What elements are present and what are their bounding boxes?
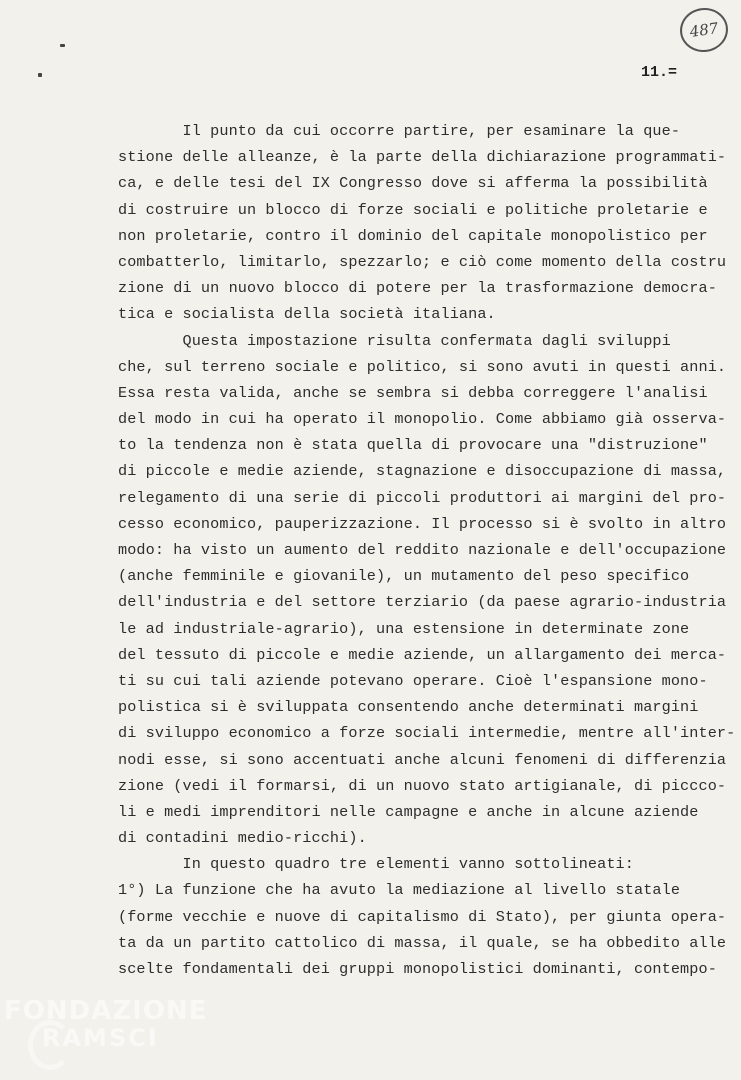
text-line: Il punto da cui occorre partire, per esaminare la que- <box>118 122 681 140</box>
text-line: di contadini medio-ricchi). <box>118 829 367 848</box>
text-line: le ad industriale-agrario), una estensione in determinate zone <box>118 619 690 638</box>
text-line: ca, e delle tesi del IX Congresso dove si afferma la possibilità <box>118 174 708 193</box>
text-line: del modo in cui ha operato il monopolio. Come abbiamo già osserva- <box>118 410 727 429</box>
text-line: (anche femminile e giovanile), un mutamento del peso specifico <box>118 567 690 586</box>
text-line: li e medi imprenditori nelle campagne e anche in alcune aziende <box>118 802 699 821</box>
text-line: zione (vedi il formarsi, di un nuovo stato artigianale, di piccco- <box>118 776 727 795</box>
text-line: non proletarie, contro il dominio del capitale monopolistico per <box>118 226 708 245</box>
text-line: nodi esse, si sono accentuati anche alcuni fenomeni di differenzia <box>118 750 727 769</box>
text-line: che, sul terreno sociale e politico, si sono avuti in questi anni. <box>118 357 727 376</box>
archive-stamp: 487 <box>677 5 731 55</box>
text-line: dell'industria e del settore terziario (da paese agrario-industria <box>118 593 727 612</box>
text-line: scelte fondamentali dei gruppi monopolistici dominanti, contempo- <box>118 960 717 978</box>
text-line: tica e socialista della società italiana. <box>118 305 496 324</box>
text-line: (forme vecchie e nuove di capitalismo di Stato), per giunta opera- <box>118 907 727 926</box>
page-number: 11.= <box>641 64 678 81</box>
text-line: Essa resta valida, anche se sembra si debba correggere l'analisi <box>118 383 708 402</box>
text-line: modo: ha visto un aumento del reddito nazionale e dell'occupazione <box>118 541 727 559</box>
text-line: polistica si è sviluppata consentendo anche determinati margini <box>118 698 699 717</box>
margin-mark <box>60 44 65 47</box>
text-line: zione di un nuovo blocco di potere per la trasformazione democra- <box>118 279 717 298</box>
watermark-line-2: RAMSCI <box>42 1024 159 1052</box>
text-line: combatterlo, limitarlo, spezzarlo; e ciò come momento della costru <box>118 252 727 271</box>
margin-mark <box>38 73 42 77</box>
text-line: stione delle alleanze, è la parte della dichiarazione programmati- <box>118 148 727 167</box>
text-line: di costruire un blocco di forze sociali e politiche proletarie e <box>118 200 708 219</box>
text-line: 1°) La funzione che ha avuto la mediazione al livello statale <box>118 881 681 900</box>
text-line: ti su cui tali aziende potevano operare. Cioè l'espansione mono- <box>118 671 708 690</box>
watermark-line-1: FONDAZIONE <box>4 996 208 1026</box>
text-line: ta da un partito cattolico di massa, il quale, se ha obbedito alle <box>118 933 727 952</box>
text-line: del tessuto di piccole e medie aziende, un allargamento dei merca- <box>118 645 727 664</box>
text-line: di sviluppo economico a forze sociali intermedie, mentre all'inter- <box>118 724 736 743</box>
text-line: di piccole e medie aziende, stagnazione e disoccupazione di massa, <box>118 462 727 481</box>
text-line: relegamento di una serie di piccoli produttori ai margini del pro- <box>118 488 727 507</box>
fondazione-gramsci-watermark <box>4 996 208 1076</box>
typewritten-text <box>118 118 736 982</box>
text-line: cesso economico, pauperizzazione. Il processo si è svolto in altro <box>118 514 727 533</box>
text-line: In questo quadro tre elementi vanno sottolineati: <box>118 855 634 874</box>
text-line: Questa impostazione risulta confermata dagli sviluppi <box>118 331 671 350</box>
text-line: to la tendenza non è stata quella di provocare una "distruzione" <box>118 436 708 455</box>
